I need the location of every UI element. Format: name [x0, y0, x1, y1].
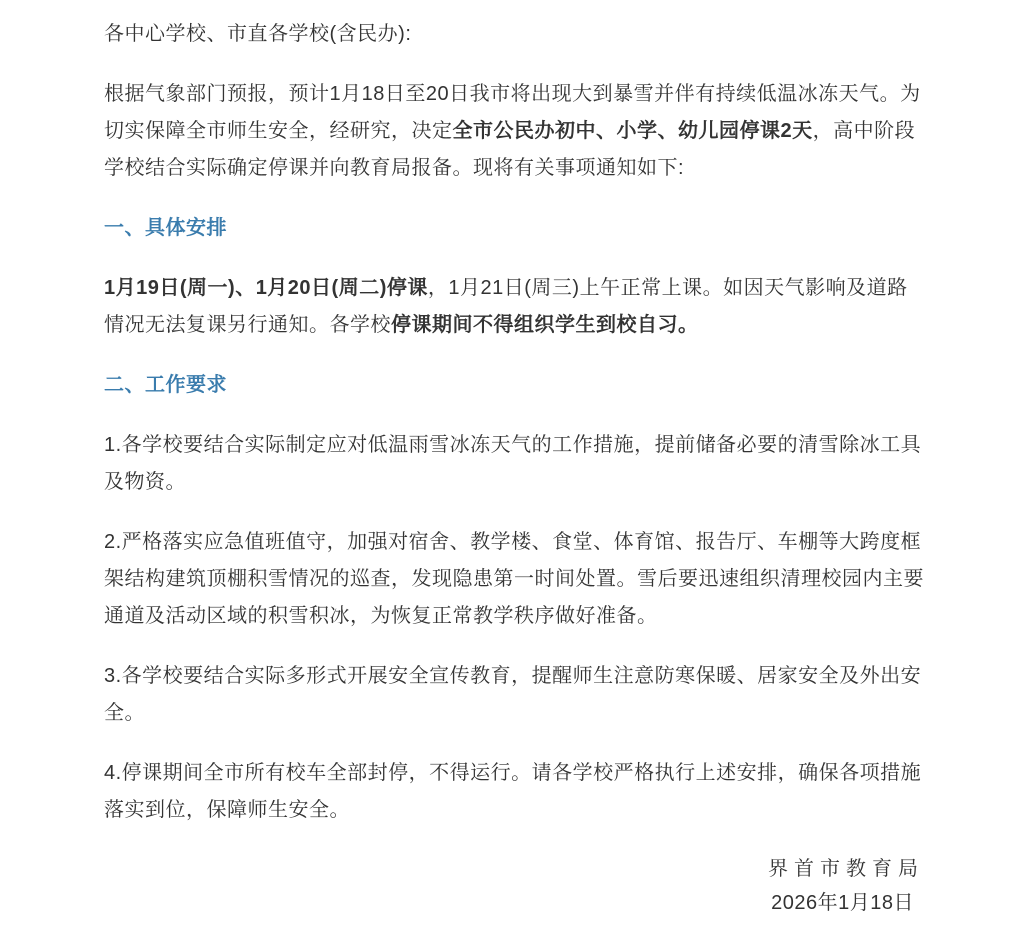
- requirement-item-4: 4.停课期间全市所有校车全部封停，不得运行。请各学校严格执行上述安排，确保各项措施落实到位，保障师生安全。: [104, 762, 922, 821]
- signature-issuer: 界首市教育局: [768, 858, 924, 880]
- intro-text-bold: 全市公民办初中、小学、幼儿园停课2天: [452, 120, 813, 142]
- intro-text-pre: 根据气象部门预报，预计1月18日至20日我市将出现大到暴雪并伴有持续低温冰冻天气。为切实保障全市师生安全，经研究，决定: [104, 83, 921, 142]
- salutation: 各中心学校、市直各学校(含民办):: [104, 23, 412, 45]
- section-2-heading: 二、工作要求: [104, 374, 227, 396]
- requirement-item-3: 3.各学校要结合实际多形式开展安全宣传教育，提醒师生注意防寒保暖、居家安全及外出安全。: [104, 665, 922, 724]
- section-1-heading: 一、具体安排: [104, 217, 227, 239]
- schedule-dates-bold: 1月19日(周一)、1月20日(周二)停课: [104, 277, 428, 299]
- signature-block: [104, 852, 924, 920]
- schedule-rule-bold: 停课期间不得组织学生到校自习。: [391, 314, 699, 336]
- requirement-item-2: 2.严格落实应急值班值守，加强对宿舍、教学楼、食堂、体育馆、报告厅、车棚等大跨度框架结构建筑顶棚积雪情况的巡查，发现隐患第一时间处置。雪后要迅速组织清理校园内主要通道及活动区域的积雪积冰，为恢复正常教学秩序做好准备。: [104, 531, 924, 627]
- schedule-paragraph: [104, 270, 924, 344]
- requirement-item-1: 1.各学校要结合实际制定应对低温雨雪冰冻天气的工作措施，提前储备必要的清雪除冰工具及物资。: [104, 434, 922, 493]
- schedule-text-middle: ，1月21日(周三)上午正常上课。如因天气影响及道路情况无法复课另行通知。各学校: [104, 277, 908, 336]
- signature-date: 2026年1月18日: [771, 892, 914, 914]
- intro-text-post: ，高中阶段学校结合实际确定停课并向教育局报备。现将有关事项通知如下:: [104, 120, 916, 179]
- intro-paragraph: [104, 76, 924, 187]
